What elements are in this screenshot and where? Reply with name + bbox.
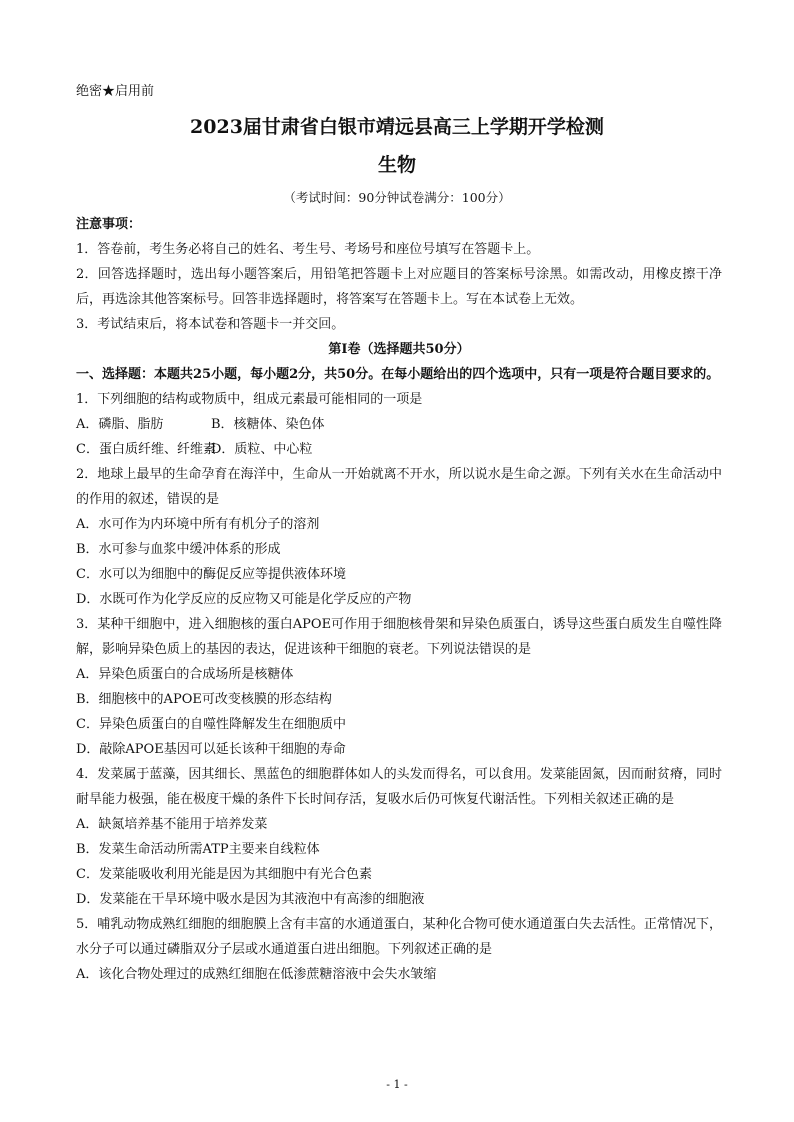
option-c: C．蛋白质纤维、纤维素 xyxy=(76,442,216,457)
option-c: C．水可以为细胞中的酶促反应等提供液体环境 xyxy=(76,567,346,582)
option-row xyxy=(76,412,722,437)
exam-time-info: （考试时间：90分钟试卷满分：100分） xyxy=(283,190,511,205)
section-title: 第Ⅰ卷（选择题共50分） xyxy=(328,342,470,357)
notice-heading: 注意事项： xyxy=(76,217,142,232)
section-instruction: 一、选择题：本题共25小题，每小题2分，共50分。在每小题给出的四个选项中，只有一项是符合题目要求的。 xyxy=(76,367,720,382)
confidential-label: 绝密★启用前 xyxy=(76,84,155,99)
option-b: B．发菜生命活动所需ATP主要来自线粒体 xyxy=(76,842,320,857)
option-d: D．水既可作为化学反应的反应物又可能是化学反应的产物 xyxy=(76,592,412,607)
exam-body xyxy=(76,212,722,987)
question-stem: 5．哺乳动物成熟红细胞的细胞膜上含有丰富的水通道蛋白，某种化合物可使水通道蛋白失去活性。正常情况下，水分子可以通过磷脂双分子层或水通道蛋白进出细胞。下列叙述正确的是 xyxy=(76,917,722,957)
option-a: A．异染色质蛋白的合成场所是核糖体 xyxy=(76,667,294,682)
option-b: B．细胞核中的APOE可改变核膜的形态结构 xyxy=(76,692,332,707)
notice-item: 3．考试结束后，将本试卷和答题卡一并交回。 xyxy=(76,317,345,332)
question-stem: 4．发菜属于蓝藻，因其细长、黑蓝色的细胞群体如人的头发而得名，可以食用。发菜能固氮，因而耐贫瘠，同时耐旱能力极强，能在极度干燥的条件下长时间存活，复吸水后仍可恢复代谢活性。下列相关叙述正确的是 xyxy=(76,767,722,807)
option-d: D．质粒、中心粒 xyxy=(211,442,313,457)
notice-item: 2．回答选择题时，选出每小题答案后，用铅笔把答题卡上对应题目的答案标号涂黑。如需改动，用橡皮擦干净后，再选涂其他答案标号。回答非选择题时，将答案写在答题卡上。写在本试卷上无效。 xyxy=(76,267,722,307)
option-row xyxy=(76,437,722,462)
option-b: B．核糖体、染色体 xyxy=(211,417,325,432)
option-a: A．该化合物处理过的成熟红细胞在低渗蔗糖溶液中会失水皱缩 xyxy=(76,967,437,982)
question-stem: 3．某种干细胞中，进入细胞核的蛋白APOE可作用于细胞核骨架和异染色质蛋白，诱导这些蛋白质发生自噬性降解，影响异染色质上的基因的表达，促进该种干细胞的衰老。下列说法错误的是 xyxy=(76,617,722,657)
subject-title: 生物 xyxy=(377,154,416,176)
notice-item: 1．答卷前，考生务必将自己的姓名、考生号、考场号和座位号填写在答题卡上。 xyxy=(76,242,540,257)
question-stem: 2．地球上最早的生命孕育在海洋中，生命从一开始就离不开水，所以说水是生命之源。下列有关水在生命活动中的作用的叙述，错误的是 xyxy=(76,467,722,507)
option-b: B．水可参与血浆中缓冲体系的形成 xyxy=(76,542,281,557)
option-a: A．水可作为内环境中所有有机分子的溶剂 xyxy=(76,517,320,532)
option-c: C．发菜能吸收利用光能是因为其细胞中有光合色素 xyxy=(76,867,372,882)
page-number: - 1 - xyxy=(386,1078,408,1091)
option-a: A．缺氮培养基不能用于培养发菜 xyxy=(76,817,268,832)
option-a: A．磷脂、脂肪 xyxy=(76,417,164,432)
question-stem: 1．下列细胞的结构或物质中，组成元素最可能相同的一项是 xyxy=(76,392,423,407)
exam-title: 2023届甘肃省白银市靖远县高三上学期开学检测 xyxy=(190,116,604,138)
option-d: D．敲除APOE基因可以延长该种干细胞的寿命 xyxy=(76,742,346,757)
option-d: D．发菜能在干旱环境中吸水是因为其液泡中有高渗的细胞液 xyxy=(76,892,425,907)
option-c: C．异染色质蛋白的自噬性降解发生在细胞质中 xyxy=(76,717,346,732)
